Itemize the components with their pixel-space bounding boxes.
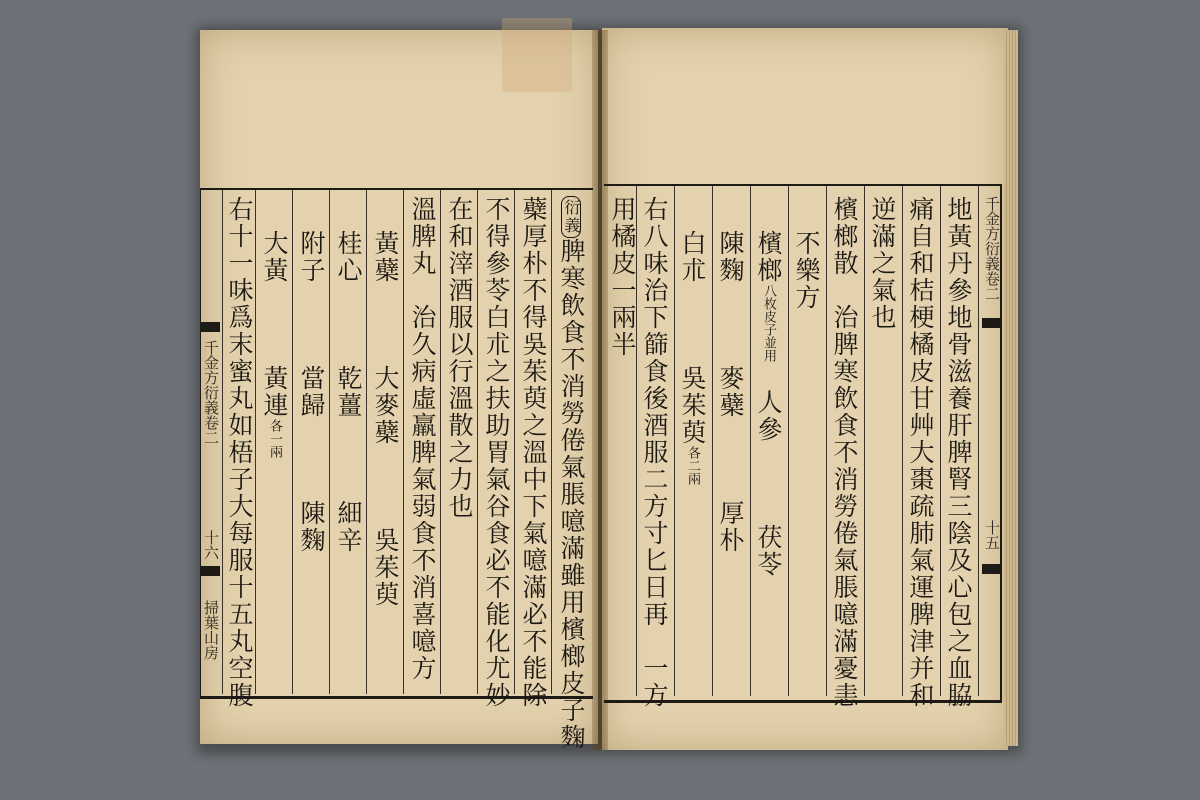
annotation-label: 衍義 bbox=[561, 196, 581, 238]
text-column: 痛自和桔梗橘皮甘艸大棗疏肺氣運脾津并和 bbox=[906, 196, 935, 709]
column-rule bbox=[864, 186, 865, 696]
text-column: 蘗厚朴不得吳茱萸之溫中下氣噫滿必不能除 bbox=[519, 196, 548, 709]
text-column: 在和滓酒服以行溫散之力也 bbox=[445, 196, 474, 520]
text-column: 不得參苓白朮之扶助胃氣谷食必不能化尤妙 bbox=[482, 196, 511, 709]
column-rule bbox=[255, 190, 256, 694]
column-rule bbox=[292, 190, 293, 694]
column-rule bbox=[978, 186, 979, 696]
column-rule bbox=[940, 186, 941, 696]
text-column: 用橘皮一兩半 bbox=[608, 196, 637, 358]
dosage-note: 各一兩 bbox=[267, 419, 282, 458]
text-column: 檳榔八枚皮子並用 人參 茯苓 bbox=[754, 230, 783, 578]
column-rule bbox=[477, 190, 478, 694]
fish-tail-mark-bottom bbox=[200, 566, 220, 576]
column-rule bbox=[674, 186, 675, 696]
page-edges bbox=[1004, 30, 1018, 746]
text-column: 右八味治下篩食後酒服二方寸匕日再 一方 bbox=[640, 196, 669, 709]
fish-tail-mark-top bbox=[982, 318, 1002, 328]
column-rule bbox=[750, 186, 751, 696]
text-column: 檳榔散 治脾寒飲食不消勞倦氣脹噫滿憂恚 bbox=[830, 196, 859, 709]
text-column: 陳麴 麥蘗 厚朴 bbox=[716, 230, 745, 554]
column-rule bbox=[514, 190, 515, 694]
column-rule bbox=[902, 186, 903, 696]
text-column: 地黃丹參地骨滋養肝脾腎三陰及心包之血脇 bbox=[944, 196, 973, 709]
left-edge-publisher: 掃葉山房 bbox=[202, 600, 220, 660]
column-rule bbox=[551, 190, 552, 694]
column-rule bbox=[329, 190, 330, 694]
column-rule bbox=[712, 186, 713, 696]
text-column: 逆滿之氣也 bbox=[868, 196, 897, 331]
text-column: 桂心 乾薑 細辛 bbox=[334, 230, 363, 554]
column-rule bbox=[826, 186, 827, 696]
text-column: 大黃 黃連各一兩 bbox=[260, 230, 289, 458]
column-rule bbox=[222, 190, 223, 694]
text-column: 附子 當歸 陳麴 bbox=[297, 230, 326, 554]
column-rule bbox=[788, 186, 789, 696]
text-column: 不樂方 bbox=[792, 230, 821, 311]
column-rule bbox=[440, 190, 441, 694]
fish-tail-mark-top bbox=[200, 322, 220, 332]
dosage-note: 各二兩 bbox=[685, 446, 700, 485]
column-rule bbox=[403, 190, 404, 694]
column-rule bbox=[366, 190, 367, 694]
left-edge-title: 千金方衍義卷二 bbox=[202, 340, 220, 445]
faded-seal-stamp bbox=[502, 18, 572, 92]
text-column: 白朮 吳茱萸各二兩 bbox=[678, 230, 707, 485]
left-edge-page: 十六 bbox=[202, 530, 220, 560]
text-column: 衍義脾寒飲食不消勞倦氣脹噫滿雖用檳榔皮子麴 bbox=[556, 196, 586, 751]
dosage-note: 八枚皮子並用 bbox=[761, 284, 776, 362]
text-column: 溫脾丸 治久病虛羸脾氣弱食不消喜噫方 bbox=[408, 196, 437, 682]
right-edge-title: 千金方衍義卷二 bbox=[983, 196, 1001, 301]
text-column: 黃蘗 大麥蘗 吳茱萸 bbox=[371, 230, 400, 608]
right-edge-page: 十五 bbox=[983, 520, 1001, 550]
text-column: 右十一味爲末蜜丸如梧子大每服十五丸空腹 bbox=[225, 196, 254, 709]
fish-tail-mark-bottom bbox=[982, 564, 1002, 574]
